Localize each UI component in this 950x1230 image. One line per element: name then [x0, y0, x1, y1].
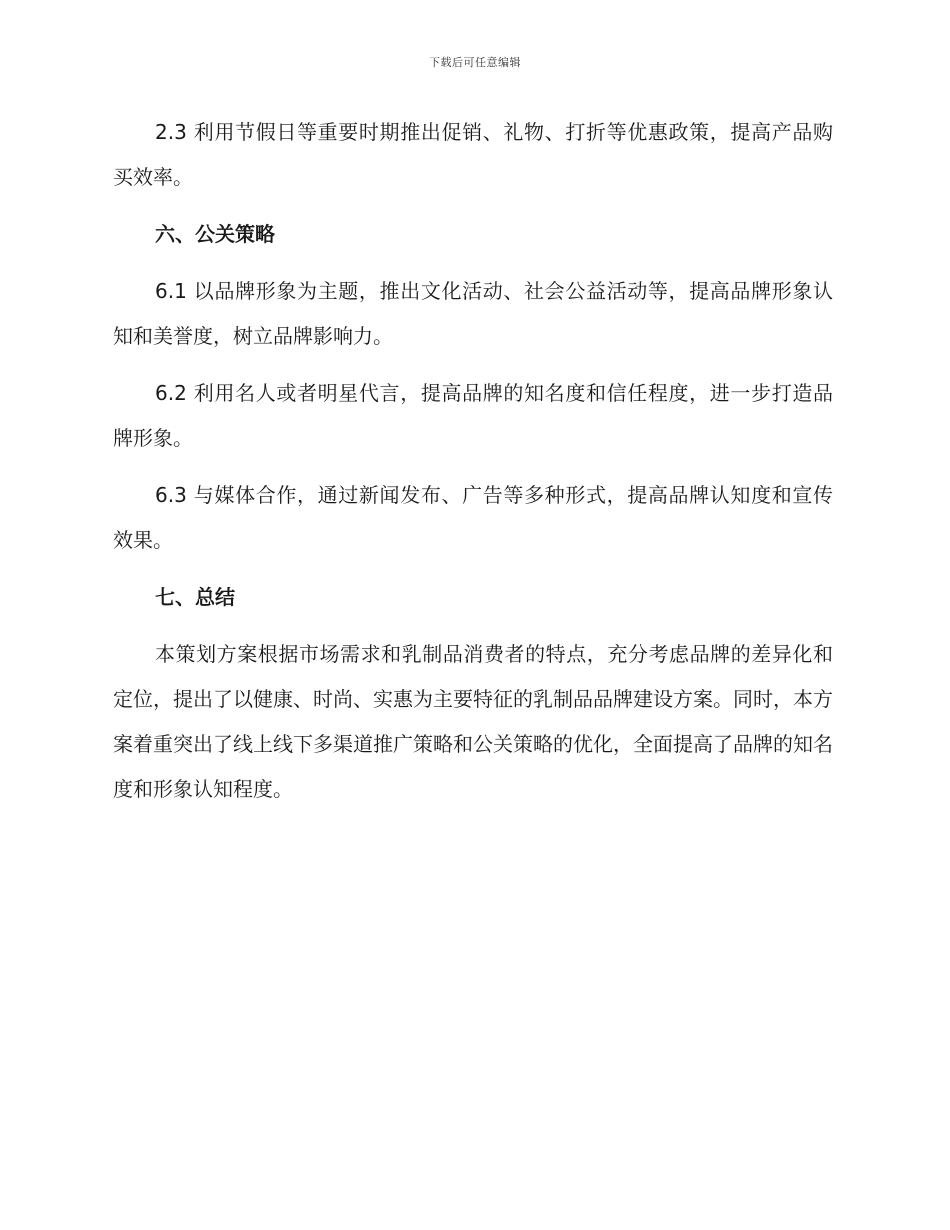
document-body: [113, 110, 833, 812]
paragraph-summary: 本策划方案根据市场需求和乳制品消费者的特点，充分考虑品牌的差异化和定位，提出了以健康、时尚、实惠为主要特征的乳制品品牌建设方案。同时，本方案着重突出了线上线下多渠道推广策略和公关策略的优化，全面提高了品牌的知名度和形象认知程度。: [113, 642, 833, 801]
page-header: 下载后可任意编辑: [429, 56, 521, 69]
section-heading-pr-strategy: 六、公关策略: [155, 222, 275, 246]
paragraph-6-3: 6.3 与媒体合作，通过新闻发布、广告等多种形式，提高品牌认知度和宣传效果。: [113, 483, 833, 552]
section-heading-summary: 七、总结: [155, 585, 235, 609]
paragraph-6-2: 6.2 利用名人或者明星代言，提高品牌的知名度和信任程度，进一步打造品牌形象。: [113, 381, 833, 450]
paragraph-2-3: 2.3 利用节假日等重要时期推出促销、礼物、打折等优惠政策，提高产品购买效率。: [113, 120, 833, 189]
paragraph-6-1: 6.1 以品牌形象为主题，推出文化活动、社会公益活动等，提高品牌形象认知和美誉度，树立品牌影响力。: [113, 279, 833, 348]
